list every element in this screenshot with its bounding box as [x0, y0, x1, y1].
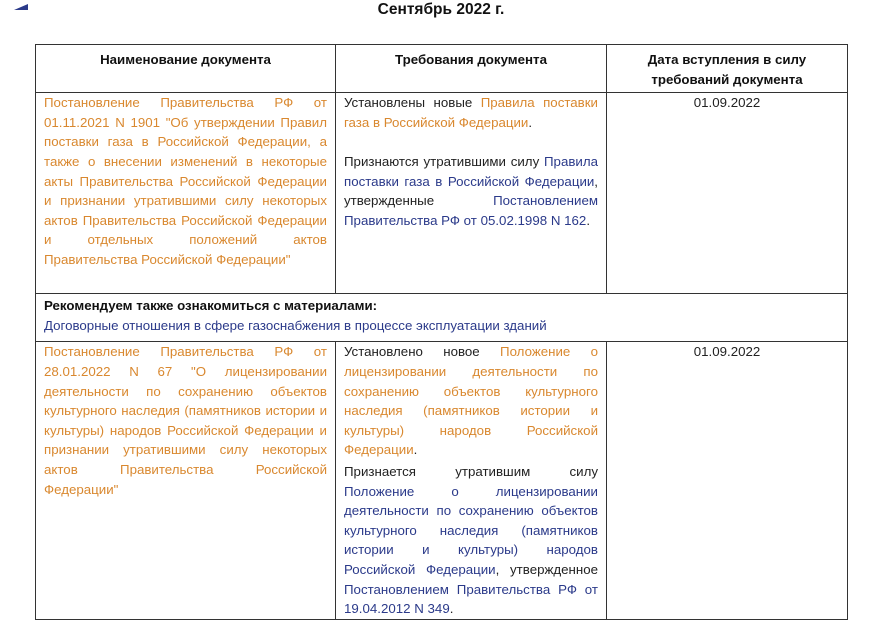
document-link[interactable]: Постановление Правительства РФ от 01.11.2021 N 1901 "Об утверждении Правил поставки газа в Российской Федерации, а также о внесении изменений в некоторые акты Правительства Российской Федерации и признании утратившими силу некоторых актов Правительства Российской Федерации и отдельных положений актов Правительства Российской Федерации"	[44, 95, 327, 267]
requirements-cell	[336, 342, 607, 619]
requirement-text: , утвержденное	[495, 561, 599, 577]
requirement-link[interactable]: Правила поставки газа в Российской Федерации	[344, 95, 598, 130]
requirement-text: Установлены новые	[344, 95, 481, 111]
requirement-text: Признаются утратившими силу	[344, 153, 544, 169]
requirements-cell	[336, 93, 607, 294]
effective-date: 01.09.2022	[693, 344, 761, 360]
header-document-name: Наименование документа	[36, 45, 336, 93]
header-effective-date: Дата вступления в силу требований документа	[607, 45, 848, 93]
requirement-text: .	[413, 442, 418, 458]
requirement-text: .	[586, 212, 591, 228]
documents-table	[35, 44, 848, 620]
requirement-text: Установлено новое	[344, 344, 501, 360]
page-title: Сентябрь 2022 г.	[377, 1, 505, 18]
table-row	[36, 93, 848, 294]
document-link[interactable]: Постановление Правительства РФ от 28.01.2022 N 67 "О лицензировании деятельности по сохранению объектов культурного наследия (памятников истории и культуры) народов Российской Федерации и признании утратившими силу некоторых актов Правительства Российской Федерации"	[44, 344, 327, 497]
requirement-link[interactable]: Правила поставки газа в Российской Федерации	[344, 153, 598, 189]
requirement-text: .	[449, 601, 454, 617]
requirement-link[interactable]: Постановлением Правительства РФ от 19.04.2012 N 349	[344, 581, 598, 617]
requirement-paragraph	[344, 342, 598, 460]
requirement-paragraph	[344, 93, 598, 132]
recommend-title: Рекомендуем также ознакомиться с материалами:	[44, 298, 378, 314]
requirement-text: .	[528, 114, 533, 130]
requirement-link[interactable]: Положение о лицензировании деятельности по сохранению объектов культурного наследия (памятников истории и культуры) народов Российской Федерации	[344, 483, 598, 577]
date-cell	[607, 342, 848, 619]
recommend-row	[36, 294, 848, 342]
requirement-paragraph	[344, 462, 598, 619]
recommend-cell	[36, 294, 848, 342]
requirement-text: Признается утратившим силу	[344, 463, 598, 479]
date-cell	[607, 93, 848, 294]
header-document-requirements: Требования документа	[336, 45, 607, 93]
table-header-row	[36, 45, 848, 93]
effective-date: 01.09.2022	[693, 95, 761, 111]
document-cell	[36, 342, 336, 619]
requirement-text: , утвержденные	[344, 173, 598, 209]
requirement-link[interactable]: Постановлением Правительства РФ от 05.02.1998 N 162	[344, 193, 598, 228]
requirement-paragraph	[344, 152, 598, 230]
requirement-link[interactable]: Положение о лицензировании деятельности по сохранению объектов культурного наследия (памятников истории и культуры) народов Российской Федерации	[344, 344, 598, 458]
table-row	[36, 342, 848, 619]
document-cell	[36, 93, 336, 294]
recommend-link[interactable]: Договорные отношения в сфере газоснабжения в процессе эксплуатации зданий	[44, 317, 547, 333]
